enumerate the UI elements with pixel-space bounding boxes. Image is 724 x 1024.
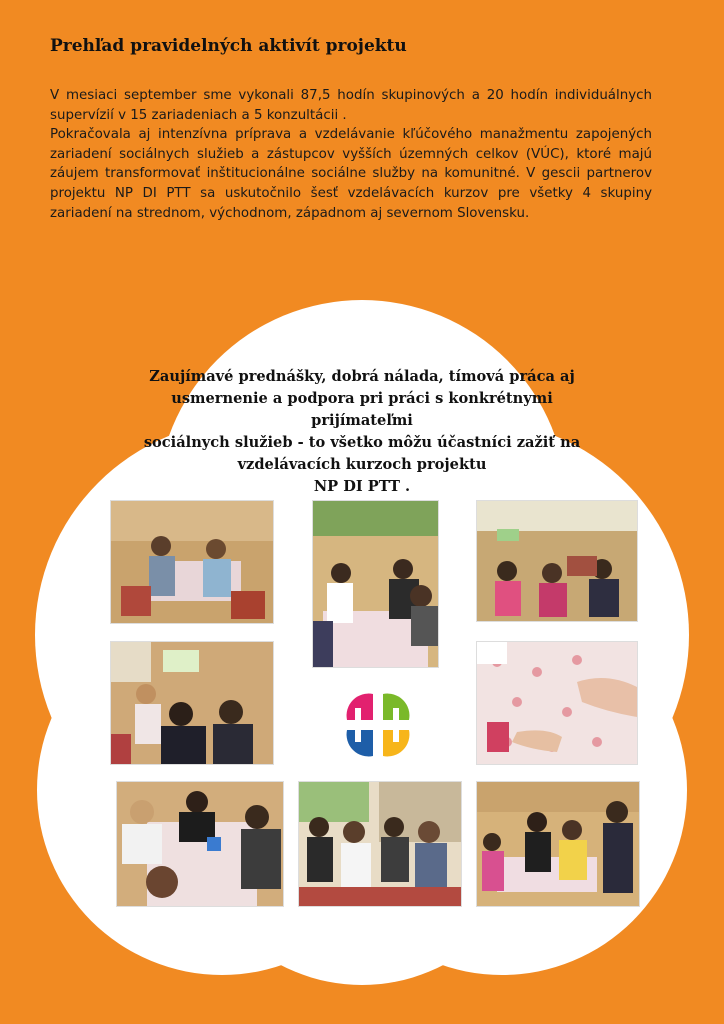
- photo-workshop-8: [476, 781, 640, 907]
- photo-workshop-6: [116, 781, 284, 907]
- caption-line-3: sociálnych služieb - to všetko môžu účastníci zažiť na: [143, 434, 581, 451]
- caption-line-4: vzdelávacích kurzoch projektu: [237, 456, 487, 473]
- caption-line-2: usmernenie a podpora pri práci s konkrétnymi prijímateľmi: [171, 390, 553, 429]
- photo-workshop-5: [476, 641, 638, 765]
- project-logo-icon: [343, 690, 413, 760]
- photo-workshop-1: [110, 500, 274, 624]
- intro-paragraph-2: Pokračovala aj intenzívna príprava a vzdelávanie kľúčového manažmentu zapojených zariadení sociálnych služieb a zástupcov vyšších územných celkov (VÚC), ktoré majú záujem transformovať inštitucionálne sociálne služby na komunitné. V gescii partnerov projektu NP DI PTT sa uskutočnilo šesť vzdelávacích kurzov pre všetky 4 skupiny zariadení na strednom, východnom, západnom aj severnom Slovensku.: [50, 127, 652, 221]
- photo-caption: [120, 366, 604, 498]
- photo-workshop-4: [110, 641, 274, 765]
- photo-workshop-2: [312, 500, 439, 668]
- intro-paragraph-1: V mesiaci september sme vykonali 87,5 hodín skupinových a 20 hodín individuálnych supervízií v 15 zariadeniach a 5 konzultácii .: [50, 88, 652, 123]
- photo-workshop-3: [476, 500, 638, 622]
- caption-line-5: NP DI PTT .: [313, 478, 411, 495]
- page-title: Prehľad pravidelných aktivít projektu: [50, 36, 407, 56]
- photo-workshop-7: [298, 781, 462, 907]
- caption-line-1: Zaujímavé prednášky, dobrá nálada, tímová práca aj: [149, 368, 575, 385]
- intro-text: [50, 86, 652, 223]
